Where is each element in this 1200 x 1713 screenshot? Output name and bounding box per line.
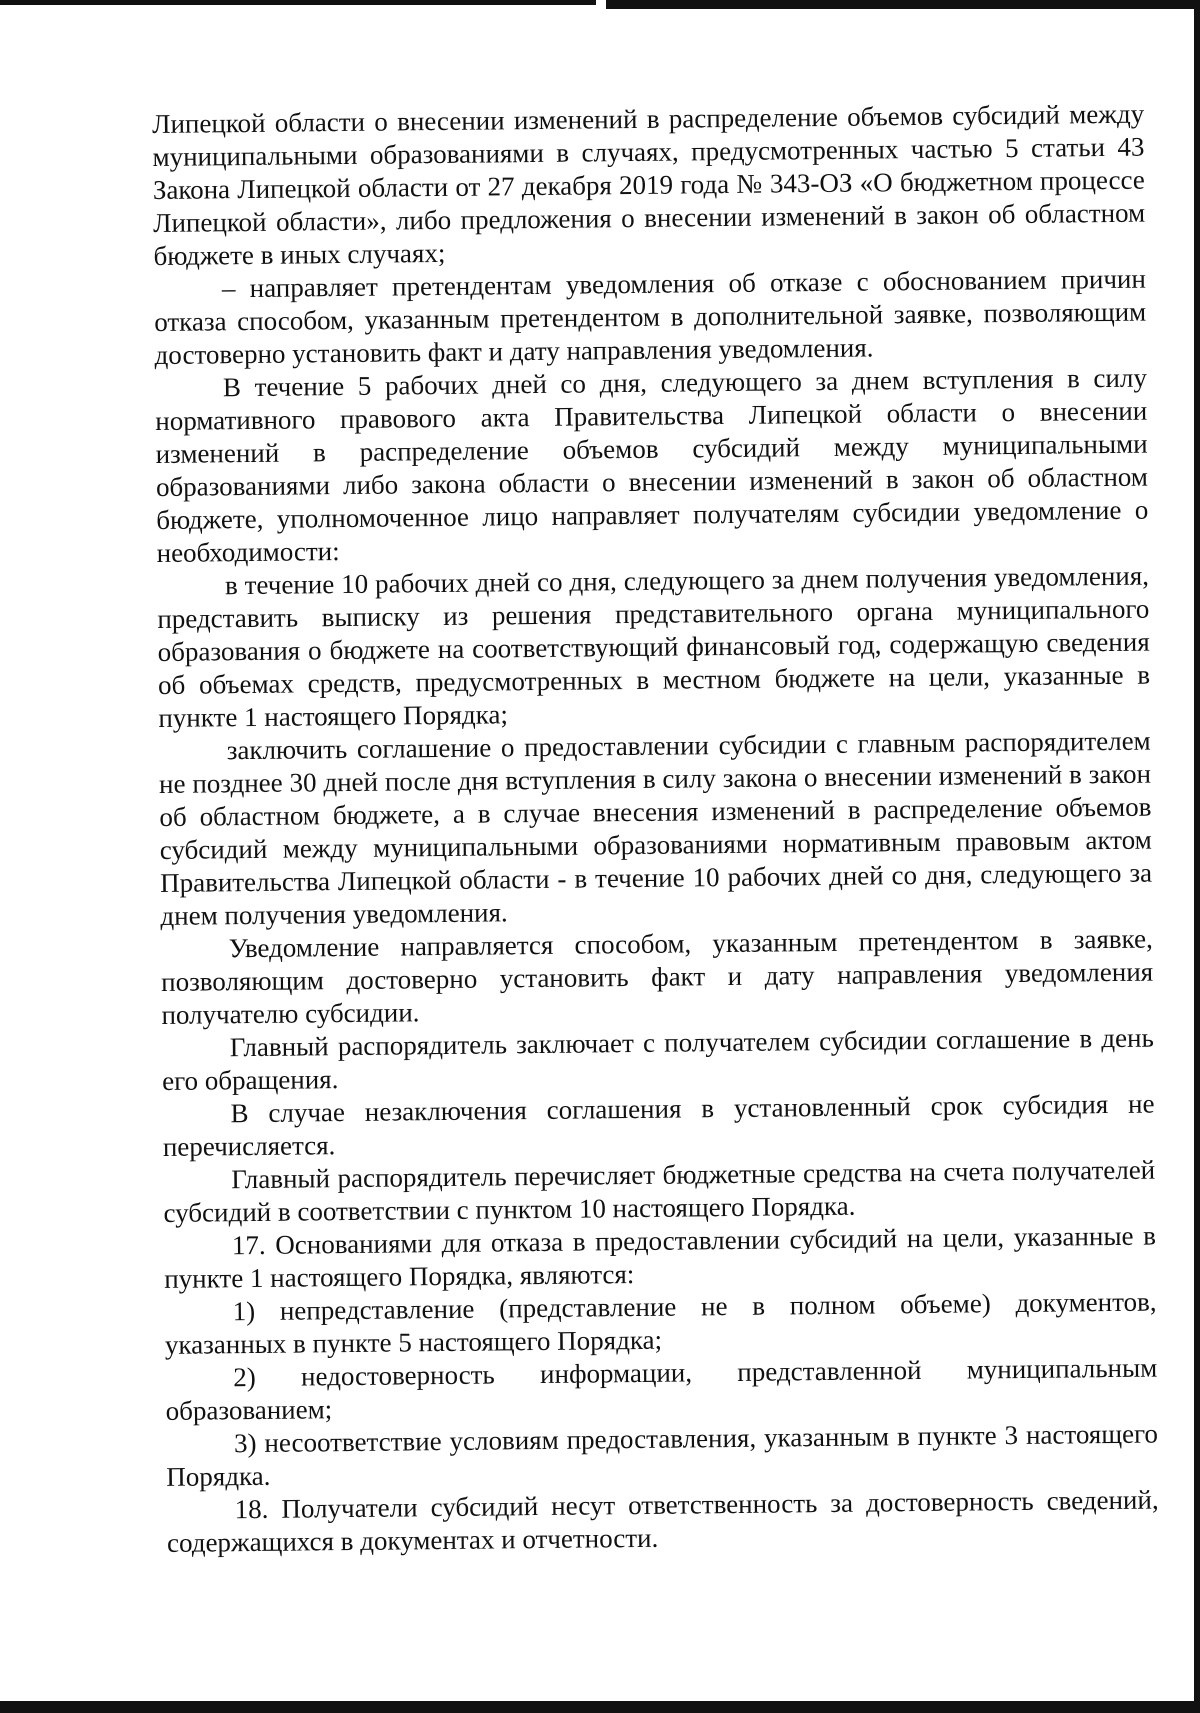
scan-border-top-right — [606, 0, 1200, 9]
paragraph-refusal-notice: – направляет претендентам уведомления об отказе с обоснованием причин отказа способом, указанным претендентом в дополнительной заявке, позволяющим достоверно установить факт и дату направления уведомления. — [154, 263, 1147, 370]
paragraph-notification-method: Уведомление направляется способом, указанным претендентом в заявке, позволяющим достоверно установить факт и дату направления уведомления получателю субсидии. — [160, 923, 1154, 1030]
paragraph-budget-extract: в течение 10 рабочих дней со дня, следующего за днем получения уведомления, представить выписку из решения представительного органа муниципального образования о бюджете на соответствующий финансовый год, содержащую сведения об объемах средств, предусмотренных в местном бюджете на цели, указанные в пункте 1 настоящего Порядка; — [157, 560, 1151, 733]
scan-border-top-left — [0, 0, 596, 5]
list-item-3: 3) несоответствие условиям предоставления, указанным в пункте 3 настоящего Порядка. — [166, 1418, 1159, 1492]
paragraph-transfer-funds: Главный распорядитель перечисляет бюджетные средства на счета получателей субсидий в соответствии с пунктом 10 настоящего Порядка. — [163, 1154, 1156, 1228]
paragraph-notification-deadline: В течение 5 рабочих дней со дня, следующего за днем вступления в силу нормативного правового акта Правительства Липецкой области о внесении изменений в распределение объемов субсидий между муниципальными образованиями либо закона области о внесении изменений в закон об областном бюджете, уполномоченное лицо направляет получателям субсидии уведомление о необходимости: — [155, 362, 1149, 568]
list-item-1: 1) непредставление (представление не в полном объеме) документов, указанных в пункте 5 настоящего Порядка; — [164, 1286, 1157, 1360]
list-item-2: 2) недостоверность информации, представленной муниципальным образованием; — [165, 1352, 1158, 1426]
paragraph-continuation: Липецкой области о внесении изменений в распределение объемов субсидий между муниципальными образованиями в случаях, предусмотренных частью 5 статьи 43 Закона Липецкой области от 27 декабря 2019 года № 343-ОЗ «О бюджетном процессе Липецкой области», либо предложения о внесении изменений в закон об областном бюджете в иных случаях; — [152, 98, 1146, 271]
paragraph-agreement-conclusion: заключить соглашение о предоставлении субсидии с главным распорядителем не позднее 30 дней после дня вступления в силу закона о внесении изменений в закон об областном бюджете, а в случае внесения изменений в распределение объемов субсидий между муниципальными образованиями нормативным правовым актом Правительства Липецкой области - в течение 10 рабочих дней со дня, следующего за днем получения уведомления. — [158, 725, 1153, 931]
scan-border-right — [1194, 0, 1200, 1713]
scan-border-bottom — [0, 1701, 1200, 1713]
paragraph-section-17: 17. Основаниями для отказа в предоставлении субсидий на цели, указанные в пункте 1 настоящего Порядка, являются: — [164, 1220, 1157, 1294]
paragraph-agreement-day: Главный распорядитель заключает с получателем субсидии соглашение в день его обращения. — [162, 1022, 1154, 1096]
paragraph-no-agreement: В случае незаключения соглашения в установленный срок субсидия не перечисляется. — [162, 1088, 1155, 1162]
paragraph-section-18: 18. Получатели субсидий несут ответственность за достоверность сведений, содержащихся в документах и отчетности. — [166, 1484, 1159, 1558]
document-body — [152, 98, 1159, 1560]
